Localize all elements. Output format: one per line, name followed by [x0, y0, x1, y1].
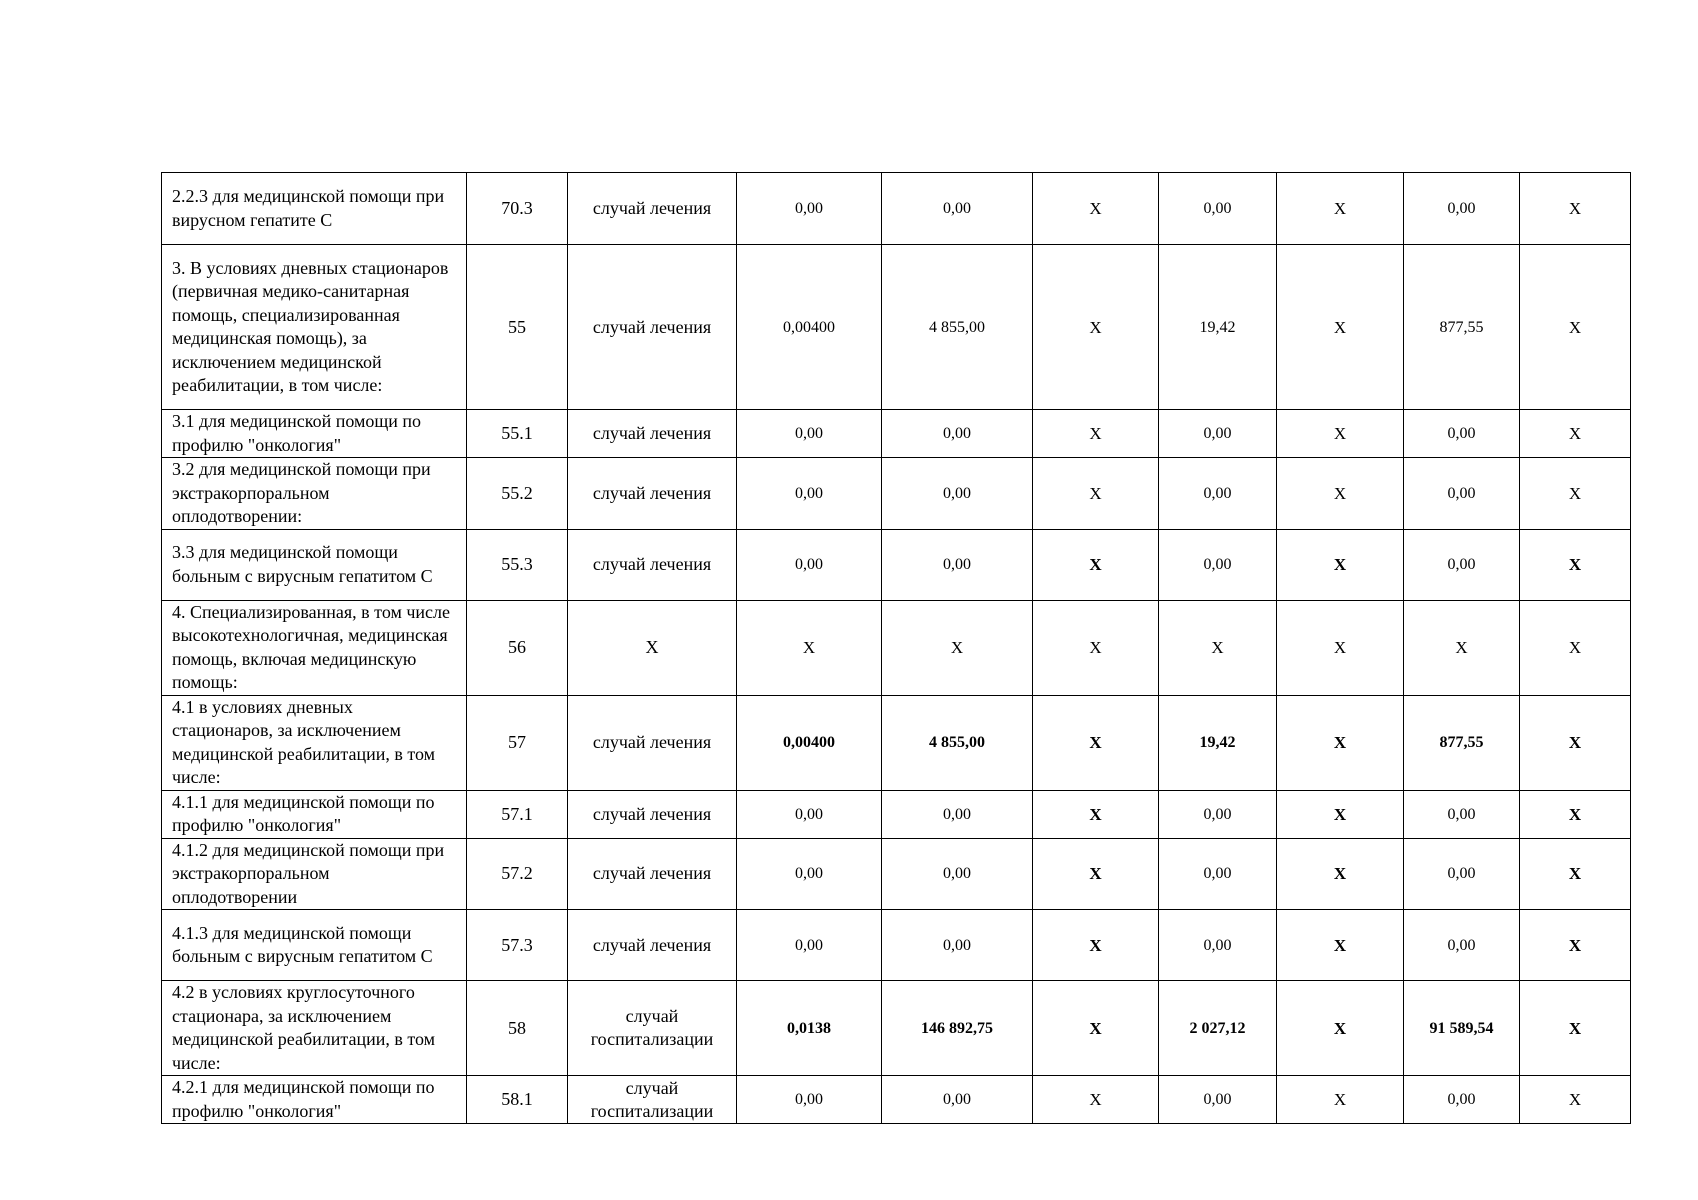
row-value-4: 2 027,12	[1159, 981, 1277, 1076]
table-row	[162, 790, 1631, 838]
row-value-4: 0,00	[1159, 529, 1277, 600]
row-code: 57.2	[467, 838, 568, 910]
row-value-2: X	[882, 600, 1033, 695]
row-value-3: X	[1033, 695, 1159, 790]
row-value-1: 0,00400	[737, 245, 882, 410]
row-value-7: X	[1520, 410, 1631, 458]
row-value-5: X	[1277, 838, 1404, 910]
row-code: 58	[467, 981, 568, 1076]
row-code: 56	[467, 600, 568, 695]
row-unit: случай лечения	[568, 458, 737, 530]
row-code: 55.2	[467, 458, 568, 530]
row-value-2: 4 855,00	[882, 695, 1033, 790]
table-row	[162, 245, 1631, 410]
row-value-5: X	[1277, 910, 1404, 981]
row-value-3: X	[1033, 173, 1159, 245]
row-value-6: 0,00	[1404, 790, 1520, 838]
row-unit: случай госпитализации	[568, 981, 737, 1076]
row-code: 57.1	[467, 790, 568, 838]
row-value-3: X	[1033, 600, 1159, 695]
row-value-6: 0,00	[1404, 529, 1520, 600]
row-value-7: X	[1520, 245, 1631, 410]
row-value-4: 0,00	[1159, 173, 1277, 245]
row-value-3: X	[1033, 910, 1159, 981]
row-value-5: X	[1277, 458, 1404, 530]
row-value-7: X	[1520, 600, 1631, 695]
row-value-5: X	[1277, 981, 1404, 1076]
row-value-4: 0,00	[1159, 410, 1277, 458]
row-value-1: 0,00	[737, 790, 882, 838]
row-value-7: X	[1520, 173, 1631, 245]
row-unit: случай лечения	[568, 410, 737, 458]
row-name: 4.2 в условиях круглосуточного стационара, за исключением медицинской реабилитации, в том числе:	[162, 981, 467, 1076]
row-value-7: X	[1520, 458, 1631, 530]
row-unit: случай лечения	[568, 695, 737, 790]
row-name: 4.2.1 для медицинской помощи по профилю "онкология"	[162, 1076, 467, 1124]
row-value-1: 0,00	[737, 173, 882, 245]
row-value-1: 0,0138	[737, 981, 882, 1076]
table-row	[162, 173, 1631, 245]
row-value-6: 0,00	[1404, 173, 1520, 245]
row-value-6: 0,00	[1404, 458, 1520, 530]
row-code: 55.3	[467, 529, 568, 600]
table-row	[162, 695, 1631, 790]
row-value-2: 0,00	[882, 410, 1033, 458]
row-value-7: X	[1520, 838, 1631, 910]
row-value-7: X	[1520, 695, 1631, 790]
row-value-5: X	[1277, 245, 1404, 410]
row-value-4: 19,42	[1159, 695, 1277, 790]
row-value-7: X	[1520, 529, 1631, 600]
row-value-7: X	[1520, 790, 1631, 838]
row-name: 4. Специализированная, в том числе высокотехнологичная, медицинская помощь, включая медицинскую помощь:	[162, 600, 467, 695]
row-code: 70.3	[467, 173, 568, 245]
row-unit: случай госпитализации	[568, 1076, 737, 1124]
row-value-1: 0,00	[737, 458, 882, 530]
row-code: 57	[467, 695, 568, 790]
table-row	[162, 1076, 1631, 1124]
row-value-7: X	[1520, 910, 1631, 981]
row-value-1: 0,00400	[737, 695, 882, 790]
row-value-6: 0,00	[1404, 1076, 1520, 1124]
row-name: 3.1 для медицинской помощи по профилю "онкология"	[162, 410, 467, 458]
row-value-2: 0,00	[882, 910, 1033, 981]
row-name: 3. В условиях дневных стационаров (первичная медико-санитарная помощь, специализированная медицинская помощь), за исключением медицинской реабилитации, в том числе:	[162, 245, 467, 410]
row-value-5: X	[1277, 410, 1404, 458]
row-value-4: 0,00	[1159, 790, 1277, 838]
table-row	[162, 410, 1631, 458]
row-value-5: X	[1277, 529, 1404, 600]
row-value-1: 0,00	[737, 1076, 882, 1124]
row-value-6: 0,00	[1404, 410, 1520, 458]
row-value-5: X	[1277, 790, 1404, 838]
row-value-3: X	[1033, 458, 1159, 530]
row-value-7: X	[1520, 981, 1631, 1076]
row-value-4: 0,00	[1159, 458, 1277, 530]
row-value-2: 146 892,75	[882, 981, 1033, 1076]
row-unit: случай лечения	[568, 910, 737, 981]
row-value-3: X	[1033, 410, 1159, 458]
row-unit: случай лечения	[568, 838, 737, 910]
row-code: 57.3	[467, 910, 568, 981]
row-code: 58.1	[467, 1076, 568, 1124]
row-name: 4.1.3 для медицинской помощи больным с вирусным гепатитом С	[162, 910, 467, 981]
row-name: 4.1 в условиях дневных стационаров, за исключением медицинской реабилитации, в том числе:	[162, 695, 467, 790]
row-value-3: X	[1033, 838, 1159, 910]
row-value-4: 0,00	[1159, 1076, 1277, 1124]
row-value-3: X	[1033, 981, 1159, 1076]
row-value-2: 4 855,00	[882, 245, 1033, 410]
row-value-1: 0,00	[737, 838, 882, 910]
row-name: 3.2 для медицинской помощи при экстракорпоральном оплодотворении:	[162, 458, 467, 530]
row-value-2: 0,00	[882, 173, 1033, 245]
row-value-2: 0,00	[882, 838, 1033, 910]
row-value-5: X	[1277, 600, 1404, 695]
row-value-7: X	[1520, 1076, 1631, 1124]
table-row	[162, 600, 1631, 695]
row-value-3: X	[1033, 245, 1159, 410]
row-value-5: X	[1277, 695, 1404, 790]
row-value-6: X	[1404, 600, 1520, 695]
row-unit: случай лечения	[568, 173, 737, 245]
row-value-6: 877,55	[1404, 695, 1520, 790]
table-row	[162, 981, 1631, 1076]
row-value-1: 0,00	[737, 910, 882, 981]
row-name: 4.1.2 для медицинской помощи при экстракорпоральном оплодотворении	[162, 838, 467, 910]
table-row	[162, 910, 1631, 981]
table-row	[162, 529, 1631, 600]
row-code: 55	[467, 245, 568, 410]
row-value-3: X	[1033, 1076, 1159, 1124]
row-value-2: 0,00	[882, 1076, 1033, 1124]
row-value-4: X	[1159, 600, 1277, 695]
row-unit: случай лечения	[568, 790, 737, 838]
row-value-3: X	[1033, 529, 1159, 600]
row-name: 3.3 для медицинской помощи больным с вирусным гепатитом С	[162, 529, 467, 600]
row-unit: X	[568, 600, 737, 695]
row-name: 2.2.3 для медицинской помощи при вирусном гепатите С	[162, 173, 467, 245]
row-value-4: 19,42	[1159, 245, 1277, 410]
row-unit: случай лечения	[568, 529, 737, 600]
row-value-6: 0,00	[1404, 910, 1520, 981]
row-value-6: 91 589,54	[1404, 981, 1520, 1076]
row-value-4: 0,00	[1159, 838, 1277, 910]
table-row	[162, 458, 1631, 530]
row-value-1: 0,00	[737, 529, 882, 600]
row-value-2: 0,00	[882, 458, 1033, 530]
row-code: 55.1	[467, 410, 568, 458]
row-value-1: 0,00	[737, 410, 882, 458]
row-name: 4.1.1 для медицинской помощи по профилю "онкология"	[162, 790, 467, 838]
row-value-5: X	[1277, 1076, 1404, 1124]
row-value-5: X	[1277, 173, 1404, 245]
row-value-1: X	[737, 600, 882, 695]
row-value-6: 0,00	[1404, 838, 1520, 910]
table-row	[162, 838, 1631, 910]
row-unit: случай лечения	[568, 245, 737, 410]
row-value-6: 877,55	[1404, 245, 1520, 410]
row-value-4: 0,00	[1159, 910, 1277, 981]
data-table	[161, 172, 1631, 1124]
row-value-2: 0,00	[882, 529, 1033, 600]
row-value-3: X	[1033, 790, 1159, 838]
row-value-2: 0,00	[882, 790, 1033, 838]
